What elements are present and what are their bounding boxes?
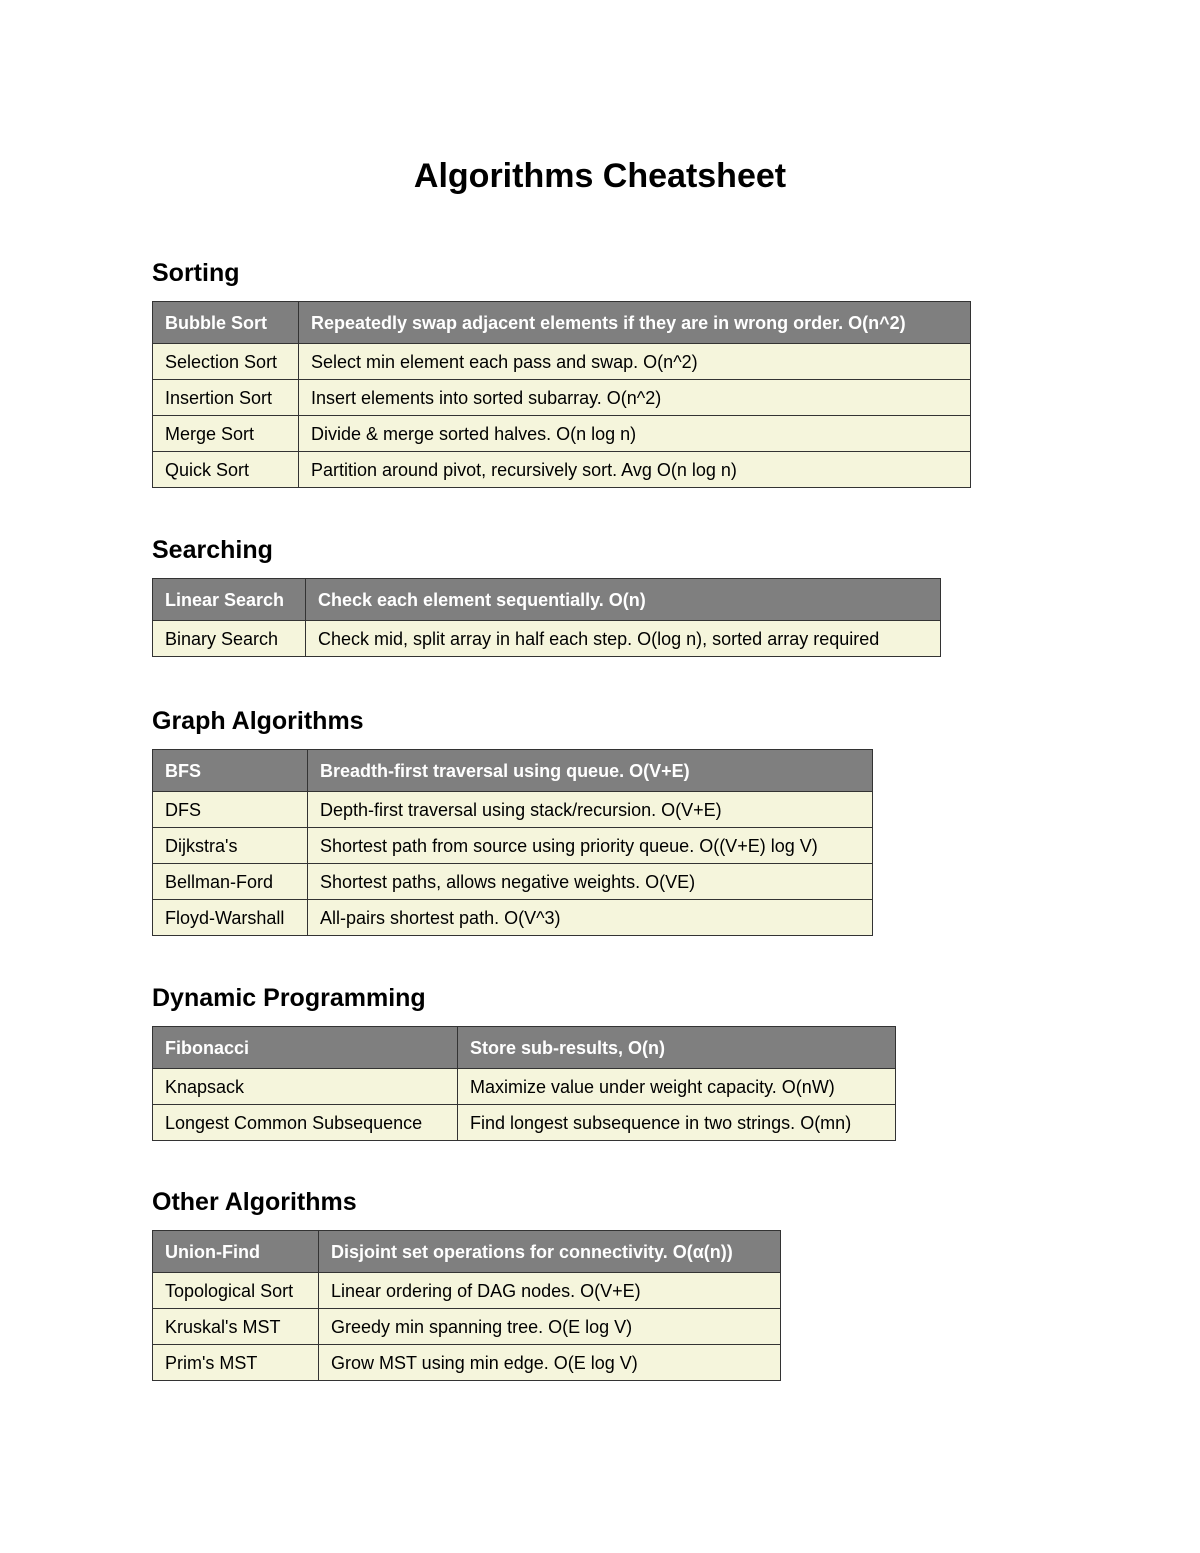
section-heading: Sorting: [152, 259, 240, 287]
table-row: [153, 792, 873, 828]
table-header-row: [153, 750, 873, 792]
table-header-row: [153, 302, 971, 344]
table-row: [153, 828, 873, 864]
algorithm-description: Grow MST using min edge. O(E log V): [319, 1345, 781, 1381]
algorithm-description: Select min element each pass and swap. O(n^2): [299, 344, 971, 380]
algorithm-name: BFS: [153, 750, 308, 792]
algorithm-description: Shortest paths, allows negative weights. O(VE): [308, 864, 873, 900]
table-row: [153, 864, 873, 900]
table-row: [153, 344, 971, 380]
algorithm-description: Greedy min spanning tree. O(E log V): [319, 1309, 781, 1345]
algorithm-description: Store sub-results, O(n): [458, 1027, 896, 1069]
table-header-row: [153, 579, 941, 621]
algorithm-name: Insertion Sort: [153, 380, 299, 416]
table-row: [153, 621, 941, 657]
algorithm-name: Selection Sort: [153, 344, 299, 380]
algorithm-description: Breadth-first traversal using queue. O(V+E): [308, 750, 873, 792]
algorithm-name: Dijkstra's: [153, 828, 308, 864]
searching-table: [152, 578, 941, 657]
algorithm-description: Depth-first traversal using stack/recursion. O(V+E): [308, 792, 873, 828]
section-dynamic-programming: [152, 983, 896, 1141]
table-row: [153, 1069, 896, 1105]
algorithm-description: Linear ordering of DAG nodes. O(V+E): [319, 1273, 781, 1309]
algorithm-description: Check each element sequentially. O(n): [306, 579, 941, 621]
algorithm-name: Knapsack: [153, 1069, 458, 1105]
algorithm-name: DFS: [153, 792, 308, 828]
section-heading: Other Algorithms: [152, 1188, 357, 1216]
algorithm-description: Shortest path from source using priority queue. O((V+E) log V): [308, 828, 873, 864]
algorithm-name: Linear Search: [153, 579, 306, 621]
algorithm-name: Bubble Sort: [153, 302, 299, 344]
table-row: [153, 380, 971, 416]
algorithm-description: Find longest subsequence in two strings. O(mn): [458, 1105, 896, 1141]
algorithm-description: Maximize value under weight capacity. O(nW): [458, 1069, 896, 1105]
algorithm-name: Merge Sort: [153, 416, 299, 452]
table-row: [153, 1309, 781, 1345]
section-heading: Searching: [152, 536, 273, 564]
algorithm-name: Prim's MST: [153, 1345, 319, 1381]
page-title: Algorithms Cheatsheet: [413, 157, 787, 195]
dynamic-programming-table: [152, 1026, 896, 1141]
algorithm-name: Bellman-Ford: [153, 864, 308, 900]
table-header-row: [153, 1231, 781, 1273]
table-row: [153, 1273, 781, 1309]
table-row: [153, 1345, 781, 1381]
algorithm-description: Partition around pivot, recursively sort. Avg O(n log n): [299, 452, 971, 488]
algorithm-name: Quick Sort: [153, 452, 299, 488]
section-heading: Dynamic Programming: [152, 984, 426, 1012]
algorithm-name: Topological Sort: [153, 1273, 319, 1309]
table-row: [153, 452, 971, 488]
algorithm-description: Divide & merge sorted halves. O(n log n): [299, 416, 971, 452]
algorithm-name: Union-Find: [153, 1231, 319, 1273]
table-row: [153, 416, 971, 452]
section-searching: [152, 535, 941, 657]
section-heading: Graph Algorithms: [152, 707, 364, 735]
graph-algorithms-table: [152, 749, 873, 936]
section-graph-algorithms: [152, 706, 873, 936]
table-header-row: [153, 1027, 896, 1069]
table-row: [153, 1105, 896, 1141]
algorithm-description: Insert elements into sorted subarray. O(n^2): [299, 380, 971, 416]
section-other-algorithms: [152, 1187, 781, 1381]
other-algorithms-table: [152, 1230, 781, 1381]
algorithm-description: Disjoint set operations for connectivity. O(α(n)): [319, 1231, 781, 1273]
algorithm-description: Repeatedly swap adjacent elements if they are in wrong order. O(n^2): [299, 302, 971, 344]
algorithm-description: Check mid, split array in half each step. O(log n), sorted array required: [306, 621, 941, 657]
algorithm-name: Binary Search: [153, 621, 306, 657]
table-row: [153, 900, 873, 936]
sorting-table: [152, 301, 971, 488]
section-sorting: [152, 258, 971, 488]
algorithm-name: Floyd-Warshall: [153, 900, 308, 936]
algorithm-name: Fibonacci: [153, 1027, 458, 1069]
algorithm-description: All-pairs shortest path. O(V^3): [308, 900, 873, 936]
algorithm-name: Kruskal's MST: [153, 1309, 319, 1345]
algorithm-name: Longest Common Subsequence: [153, 1105, 458, 1141]
